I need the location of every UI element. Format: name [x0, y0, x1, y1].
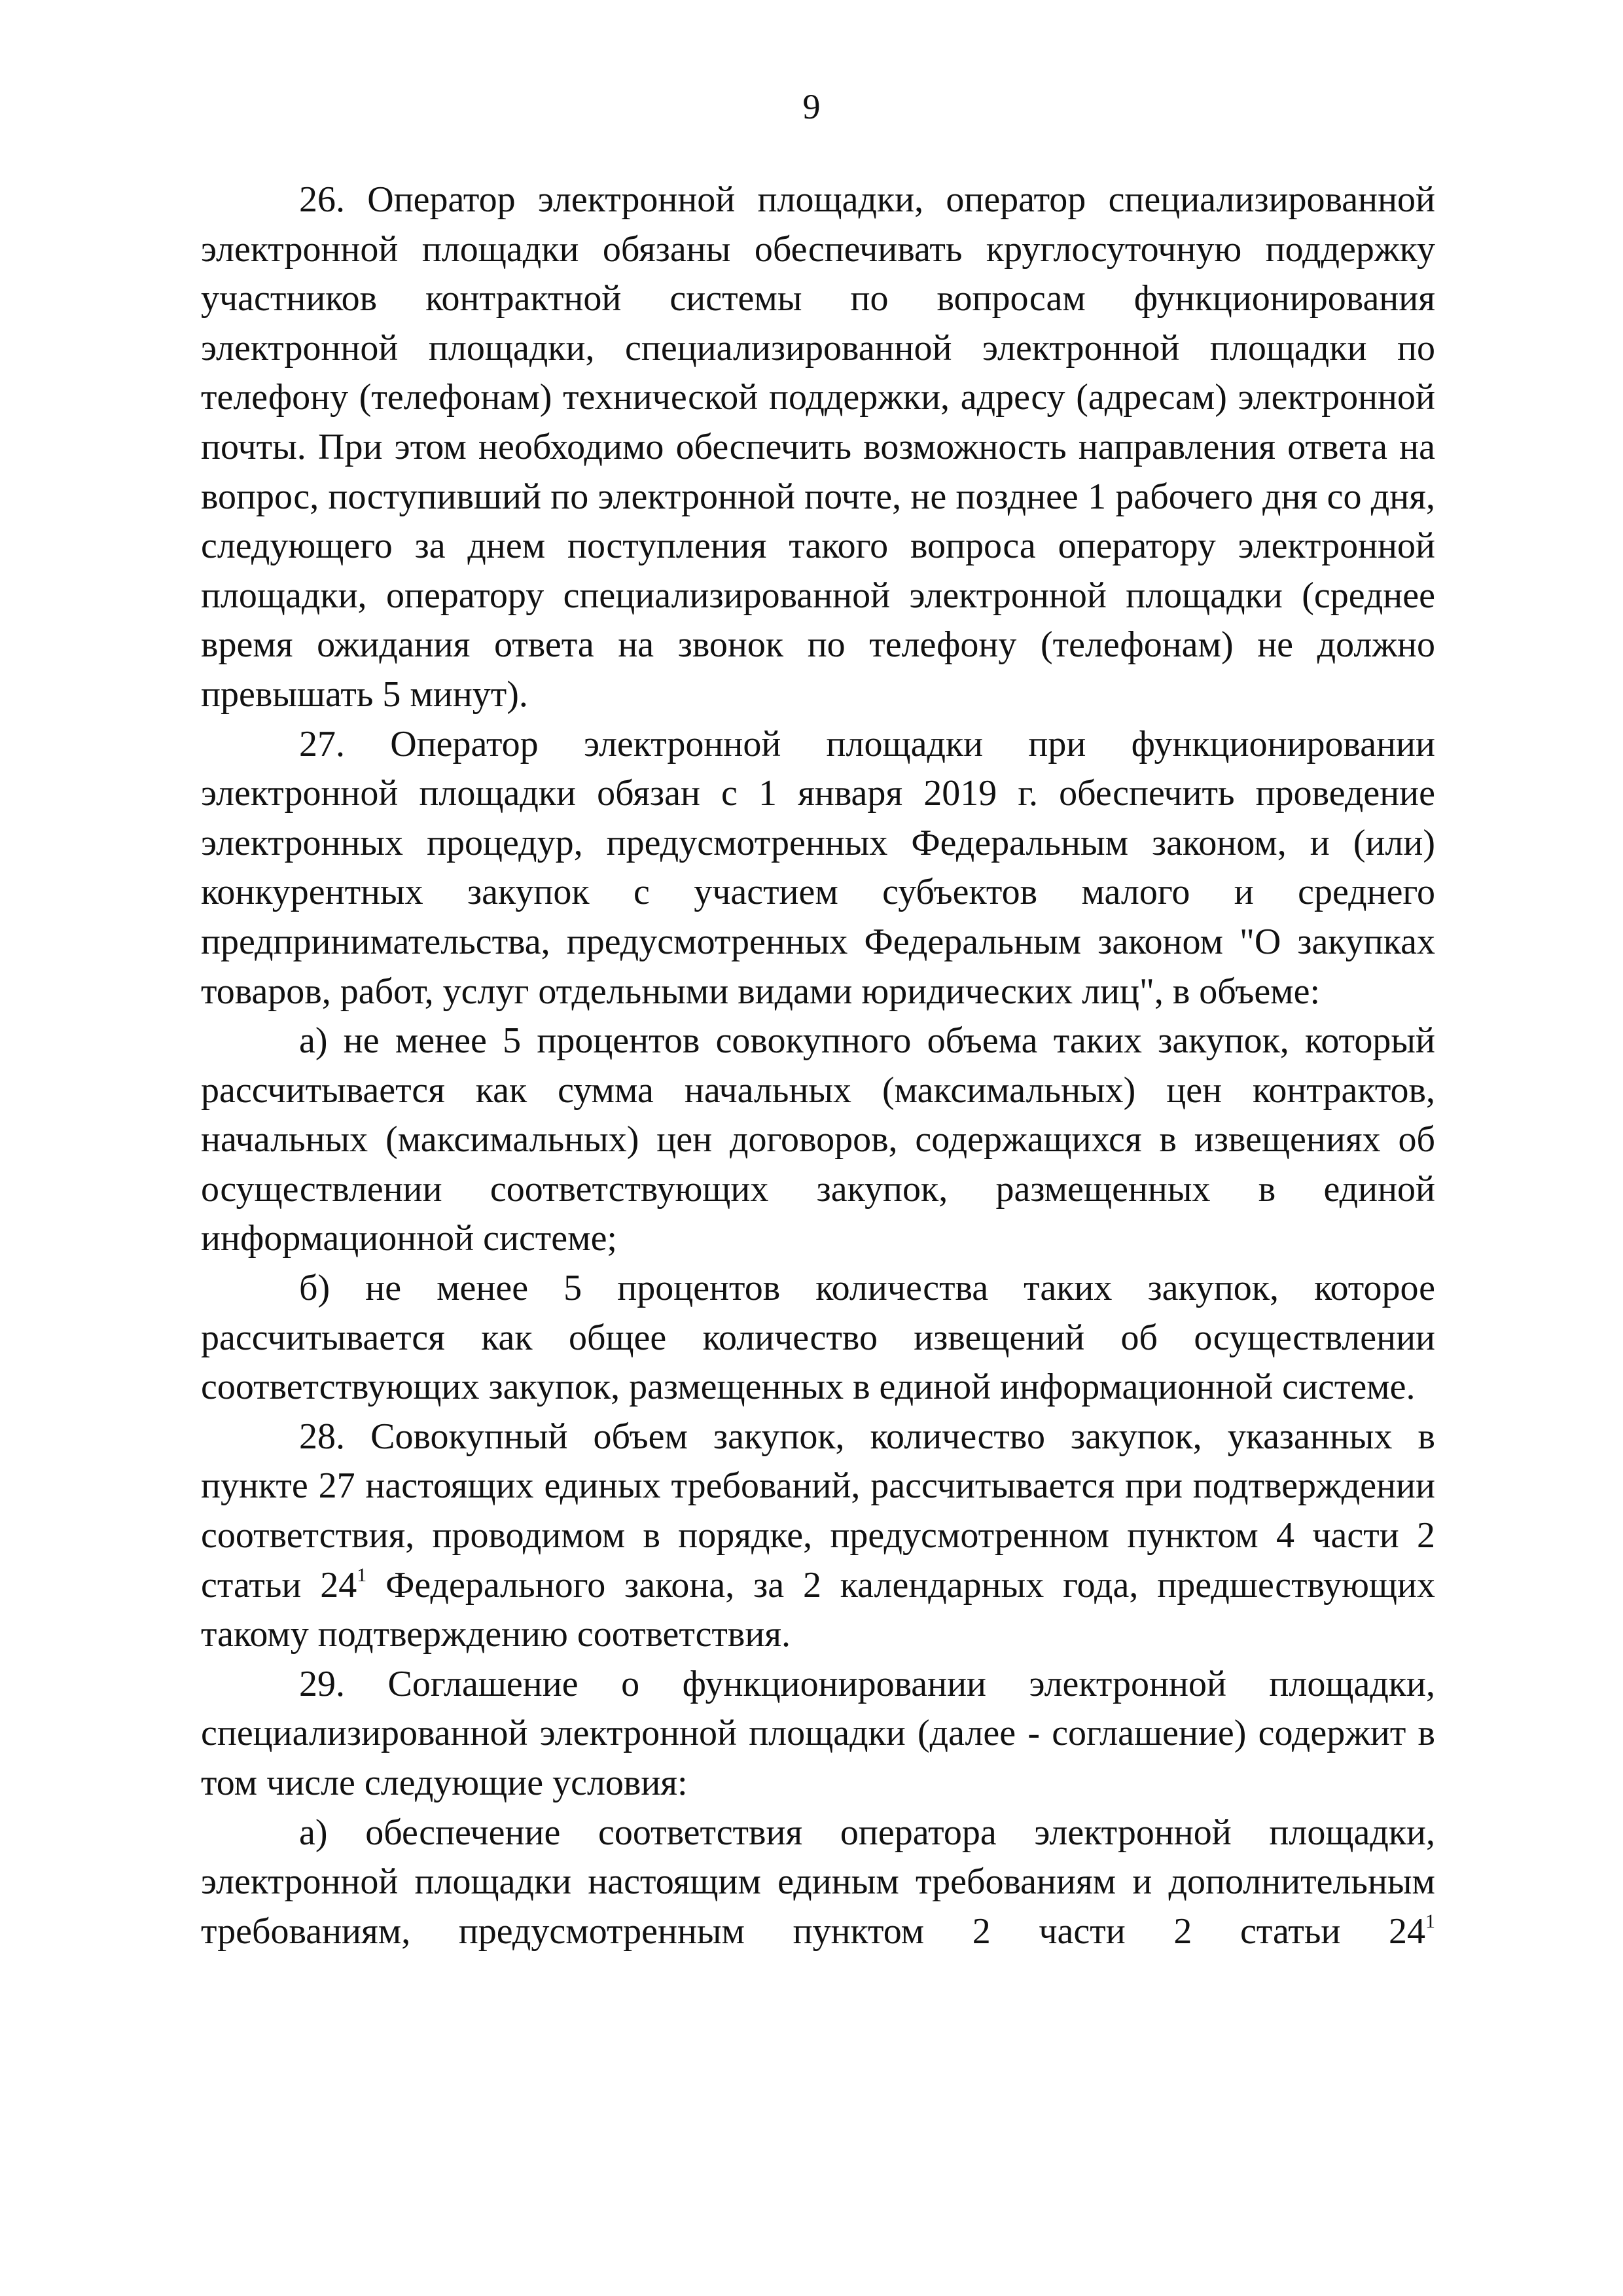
paragraph-29-a-text: а) обеспечение соответствия оператора электронной площадки, электронной площадки настоящим единым требованиям и дополнительным требованиям, предусмотренным пунктом 2 части 2 статьи 24 [201, 1812, 1435, 1952]
page-number: 9 [802, 87, 821, 126]
paragraph-29-a [201, 1808, 1435, 1957]
paragraph-28-text-end: Федерального закона, за 2 календарных года, предшествующих такому подтверждению соответствия. [201, 1564, 1435, 1655]
paragraph-28-text-start: 28. Совокупный объем закупок, количество закупок, указанных в пункте 27 настоящих единых требований, рассчитывается при подтверждении соответствия, проводимом в порядке, предусмотренном пунктом 4 части 2 статьи 24 [201, 1416, 1435, 1605]
paragraph-29-a-superscript: 1 [1425, 1910, 1435, 1932]
paragraph-28 [201, 1412, 1435, 1660]
paragraph-27-a: а) не менее 5 процентов совокупного объема таких закупок, который рассчитывается как сумма начальных (максимальных) цен контрактов, начальных (максимальных) цен договоров, содержащихся в извещениях об осуществлении соответствующих закупок, размещенных в единой информационной системе; [201, 1020, 1435, 1259]
paragraph-27: 27. Оператор электронной площадки при функционировании электронной площадки обязан с 1 января 2019 г. обеспечить проведение электронных процедур, предусмотренных Федеральным законом, и (или) конкурентных закупок с участием субъектов малого и среднего предпринимательства, предусмотренных Федеральным законом "О закупках товаров, работ, услуг отдельными видами юридических лиц", в объеме: [201, 723, 1435, 1012]
paragraph-29: 29. Соглашение о функционировании электронной площадки, специализированной электронной площадки (далее - соглашение) содержит в том числе следующие условия: [201, 1663, 1435, 1803]
paragraph-27-b: б) не менее 5 процентов количества таких закупок, которое рассчитывается как общее количество извещений об осуществлении соответствующих закупок, размещенных в единой информационной системе. [201, 1268, 1435, 1408]
paragraph-28-superscript: 1 [357, 1564, 367, 1586]
paragraph-26: 26. Оператор электронной площадки, оператор специализированной электронной площадки обязаны обеспечивать круглосуточную поддержку участников контрактной системы по вопросам функционирования электронной площадки, специализированной электронной площадки по телефону (телефонам) технической поддержки, адресу (адресам) электронной почты. При этом необходимо обеспечить возможность направления ответа на вопрос, поступивший по электронной почте, не позднее 1 рабочего дня со дня, следующего за днем поступления такого вопроса оператору электронной площадки, оператору специализированной электронной площадки (среднее время ожидания ответа на звонок по телефону (телефонам) не должно превышать 5 минут). [201, 179, 1435, 715]
document-body [201, 175, 1435, 1956]
